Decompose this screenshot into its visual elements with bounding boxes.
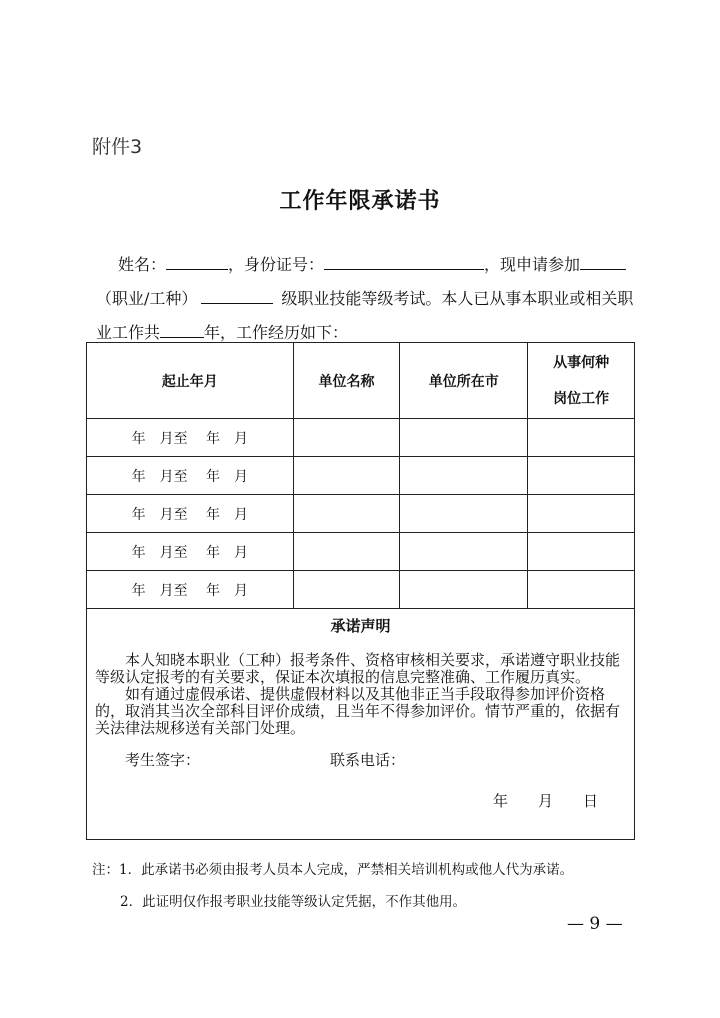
years-suffix: 年，工作经历如下： — [204, 323, 349, 342]
unit-name-cell[interactable] — [293, 495, 400, 533]
table-row — [87, 419, 635, 457]
signature-label[interactable]: 考生签字： — [125, 751, 201, 769]
name-label: 姓名： — [118, 255, 167, 274]
table-row — [87, 571, 635, 609]
position-cell[interactable] — [528, 457, 635, 495]
period-cell[interactable]: 年 月至 年 月 — [87, 495, 294, 533]
document-title: 工作年限承诺书 — [279, 188, 441, 214]
position-cell[interactable] — [528, 571, 635, 609]
years-prefix: 业工作共 — [96, 323, 161, 342]
apply-label: ，现申请参加 — [484, 255, 581, 274]
period-cell[interactable]: 年 月至 年 月 — [87, 419, 294, 457]
table-header-row — [87, 343, 635, 419]
unit-city-cell[interactable] — [400, 457, 528, 495]
period-cell[interactable]: 年 月至 年 月 — [87, 457, 294, 495]
phone-label[interactable]: 联系电话： — [330, 751, 406, 769]
declaration-paragraph-1: 本人知晓本职业（工种）报考条件、资格审核相关要求，承诺遵守职业技能等级认定报考的有关要求，保证本次填报的信息完整准确、工作履历真实。 — [95, 651, 621, 686]
level-blank[interactable] — [201, 287, 273, 304]
unit-name-cell[interactable] — [293, 571, 400, 609]
unit-name-cell[interactable] — [293, 457, 400, 495]
declaration-date[interactable]: 年 月 日 — [492, 792, 598, 810]
table-row — [87, 457, 635, 495]
note-1: 注：1．此承诺书必须由报考人员本人完成，严禁相关培训机构或他人代为承诺。 — [92, 862, 574, 878]
header-position-line1: 从事何种 — [553, 354, 610, 371]
unit-city-cell[interactable] — [400, 419, 528, 457]
unit-city-cell[interactable] — [400, 533, 528, 571]
header-unit-city: 单位所在市 — [400, 343, 528, 419]
years-blank[interactable] — [160, 321, 204, 338]
note-2: 2．此证明仅作报考职业技能等级认定凭据，不作其他用。 — [120, 894, 467, 910]
period-cell[interactable]: 年 月至 年 月 — [87, 571, 294, 609]
declaration-paragraph-2: 如有通过虚假承诺、提供虚假材料以及其他非正当手段取得参加评价资格的，取消其当次全部科目评价成绩，且当年不得参加评价。情节严重的，依据有关法律法规移送有关部门处理。 — [95, 685, 621, 737]
page-number: — 9 — — [567, 914, 623, 934]
unit-city-cell[interactable] — [400, 495, 528, 533]
declaration-title: 承诺声明 — [330, 617, 391, 635]
line-name-id — [118, 252, 626, 275]
level-label: 级职业技能等级考试。本人已从事本职业或相关职 — [281, 289, 634, 308]
apply-blank[interactable] — [580, 253, 626, 270]
header-position-line2: 岗位工作 — [553, 390, 610, 407]
table-row — [87, 495, 635, 533]
position-cell[interactable] — [528, 495, 635, 533]
attachment-label: 附件3 — [92, 136, 143, 158]
position-cell[interactable] — [528, 419, 635, 457]
id-blank[interactable] — [324, 253, 484, 270]
position-cell[interactable] — [528, 533, 635, 571]
period-cell[interactable]: 年 月至 年 月 — [87, 533, 294, 571]
id-label: ，身份证号： — [228, 255, 325, 274]
unit-city-cell[interactable] — [400, 571, 528, 609]
occupation-label: （职业/工种） — [96, 289, 198, 308]
header-unit-name: 单位名称 — [293, 343, 400, 419]
unit-name-cell[interactable] — [293, 419, 400, 457]
table-row — [87, 533, 635, 571]
header-position — [528, 343, 635, 419]
unit-name-cell[interactable] — [293, 533, 400, 571]
line-occupation — [96, 286, 633, 309]
signature-line — [95, 749, 626, 770]
declaration-cell — [87, 609, 635, 840]
work-history-table — [86, 342, 635, 840]
name-blank[interactable] — [166, 253, 228, 270]
header-period: 起止年月 — [87, 343, 294, 419]
line-years — [96, 320, 348, 343]
declaration-row — [87, 609, 635, 840]
